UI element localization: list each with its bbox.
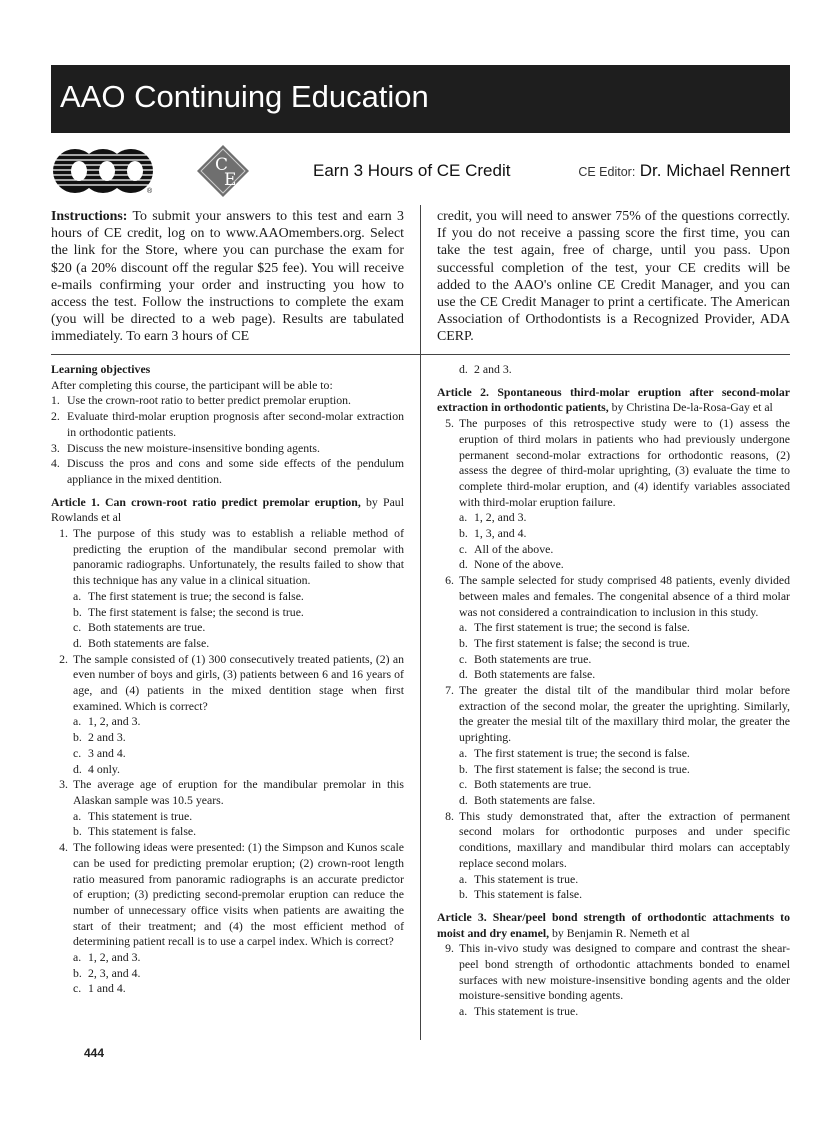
objective-item: 1. Use the crown-root ratio to better predict premolar eruption. [51,393,352,408]
question-9: 9. This in-vivo study was designed to compare and contrast the shear-peel bond strength of orthodontic attachments bonded to enamel surfaces with new moisture-insensitive bonding agents and the older moisture-sensitive bonding agents. [445,941,790,1003]
question-4: 4. The following ideas were presented: (1) the Simpson and Kunos scale can be used for predicting premolar eruption; (2) crown-root length ratio measured from panoramic radiographs is an accurate predictor of eruption; (3) predicting second-premolar eruption can reduce the number of unnecessary office visits when patients are awaiting the start of their treatment; and (4) the most efficient method of determining patient recall is to use a carpel index. Which is correct? [59,840,404,949]
ce-editor-name: Dr. Michael Rennert [639,161,790,180]
answer-option: d. None of the above. [459,557,564,572]
objective-item: 2. Evaluate third-molar eruption prognosis after second-molar extraction in orthodontic patients. [51,409,404,439]
objectives-intro: After completing this course, the participant will be able to: [51,377,333,392]
banner [51,65,790,133]
answer-option: d. Both statements are false. [459,667,596,682]
ce-editor [578,160,790,183]
page-number: 444 [84,1046,105,1060]
answer-option: d. Both statements are false. [73,635,210,650]
answer-option: c. Both statements are true. [459,777,592,792]
answer-option: d. 2 and 3. [459,362,512,376]
answer-option: a. This statement is true. [459,1004,579,1019]
answer-option: c. 3 and 4. [73,745,126,760]
banner-title: AAO Continuing Education [60,79,429,114]
left-column [51,362,404,997]
objectives-heading: Learning objectives [51,362,151,376]
answer-option: a. This statement is true. [73,808,193,823]
article-3-heading: Article 3. Shear/peel bond strength of orthodontic attachments to moist and dry enamel, by Benjamin R. Nemeth et al [437,909,790,940]
question-8: 8. This study demonstrated that, after the extraction of permanent second molars for orthodontic purposes and under specific conditions, maxillary and mandibular third molars can acceptably replace second molars. [445,808,790,870]
instructions-right: credit, you will need to answer 75% of the questions correctly. If you do not receive a passing score the first time, you can take the test again, free of charge, until you pass. Upon successful completion of the test, your CE credits will be added to the AAO's online CE Credit Manager, and you can use the CE Credit Manager to print a certificate. The American Association of Orthodontists is a Recognized Provider, ADA CERP. [437,209,790,345]
answer-option: b. This statement is false. [73,824,197,839]
column-divider [420,205,421,1040]
answer-option: c. Both statements are true. [73,620,206,635]
answer-option: b. The first statement is false; the second is true. [73,604,304,619]
svg-text:®: ® [147,188,153,195]
answer-option: a. The first statement is true; the second is false. [73,588,304,603]
question-1: 1. The purpose of this study was to establish a reliable method of predicting the eruption of the mandibular second premolar with panoramic radiographs. Unfortunately, the results failed to show that this technique has any value in a clinical situation. [59,526,404,588]
question-5: 5. The purposes of this retrospective study were to (1) assess the eruption of third molars in patients who had previously undergone permanent second-molar extractions for orthodontic reasons, (2) assess the degree of third-molar uprighting, (3) evaluate the time to complete third-molar eruption, and (4) identify variables associated with third-molar eruption failure. [445,416,790,509]
answer-option: c. Both statements are true. [459,651,592,666]
article-2-heading: Article 2. Spontaneous third-molar eruption after second-molar extraction in orthodontic patients, by Christina De-la-Rosa-Gay et al [437,384,790,415]
answer-option: b. The first statement is false; the second is true. [459,635,690,650]
question-3: 3. The average age of eruption for the mandibular premolar in this Alaskan sample was 10.5 years. [59,777,404,807]
instructions-left [51,208,404,346]
instructions-left-text: To submit your answers to this test and earn 3 hours of CE credit, log on to www.AAOmembers.org. Select the link for the Store, where you can purchase the exam for $20 (a 20% discount off the regular $25 fee). You will receive e-mails confirming your order and instructing you how to access the test. Follow the instructions to complete the exam (you will be directed to a web page). Results are tabulated immediately. To earn 3 hours of CE [51,209,404,345]
svg-text:C: C [215,155,229,175]
question-7: 7. The greater the distal tilt of the mandibular third molar before extraction of the second molar, the greater the uprighting. Similarly, the greater the mesial tilt of the maxillary third molar, the greater the uprighting. [445,683,790,745]
answer-option: b. 2, 3, and 4. [73,965,141,980]
answer-option: b. 2 and 3. [73,730,126,745]
ce-badge-icon [197,145,249,197]
logo-area [51,143,311,198]
svg-text:E: E [224,170,237,190]
right-column [437,362,790,1020]
answer-option: d. 4 only. [73,761,121,776]
answer-option: c. All of the above. [459,541,554,556]
answer-option: a. 1, 2, and 3. [73,950,141,965]
answer-option: a. 1, 2, and 3. [459,510,527,525]
ce-credit-title: Earn 3 Hours of CE Credit [313,161,511,180]
answer-option: d. Both statements are false. [459,792,596,807]
section-divider [51,354,790,355]
answer-option: c. 1 and 4. [73,981,126,996]
answer-option: b. This statement is false. [459,887,583,902]
aao-logo [51,143,311,199]
answer-option: a. 1, 2, and 3. [73,714,141,729]
ce-editor-label: CE Editor: [578,165,636,179]
answer-option: a. The first statement is true; the second is false. [459,620,690,635]
answer-option: b. 1, 3, and 4. [459,526,527,541]
objective-item: 4. Discuss the pros and cons and some side effects of the pendulum appliance in the mixed dentition. [51,456,404,486]
objective-item: 3. Discuss the new moisture-insensitive bonding agents. [51,440,320,455]
answer-option: a. The first statement is true; the second is false. [459,745,690,760]
answer-option: a. This statement is true. [459,871,579,886]
answer-option: b. The first statement is false; the second is true. [459,761,690,776]
question-2: 2. The sample consisted of (1) 300 consecutively treated patients, (2) an even number of boys and girls, (3) patients between 6 and 16 years of age, and (4) patients in the mixed dentition stage when first examined. Which is correct? [59,651,404,713]
instructions-label: Instructions: [51,209,128,224]
question-6: 6. The sample selected for study comprised 48 patients, evenly divided between males and females. The congenital absence of a third molar was not considered a contraindication to inclusion in this study. [445,573,790,619]
article-1-heading: Article 1. Can crown-root ratio predict premolar eruption, by Paul Rowlands et al [51,494,404,525]
